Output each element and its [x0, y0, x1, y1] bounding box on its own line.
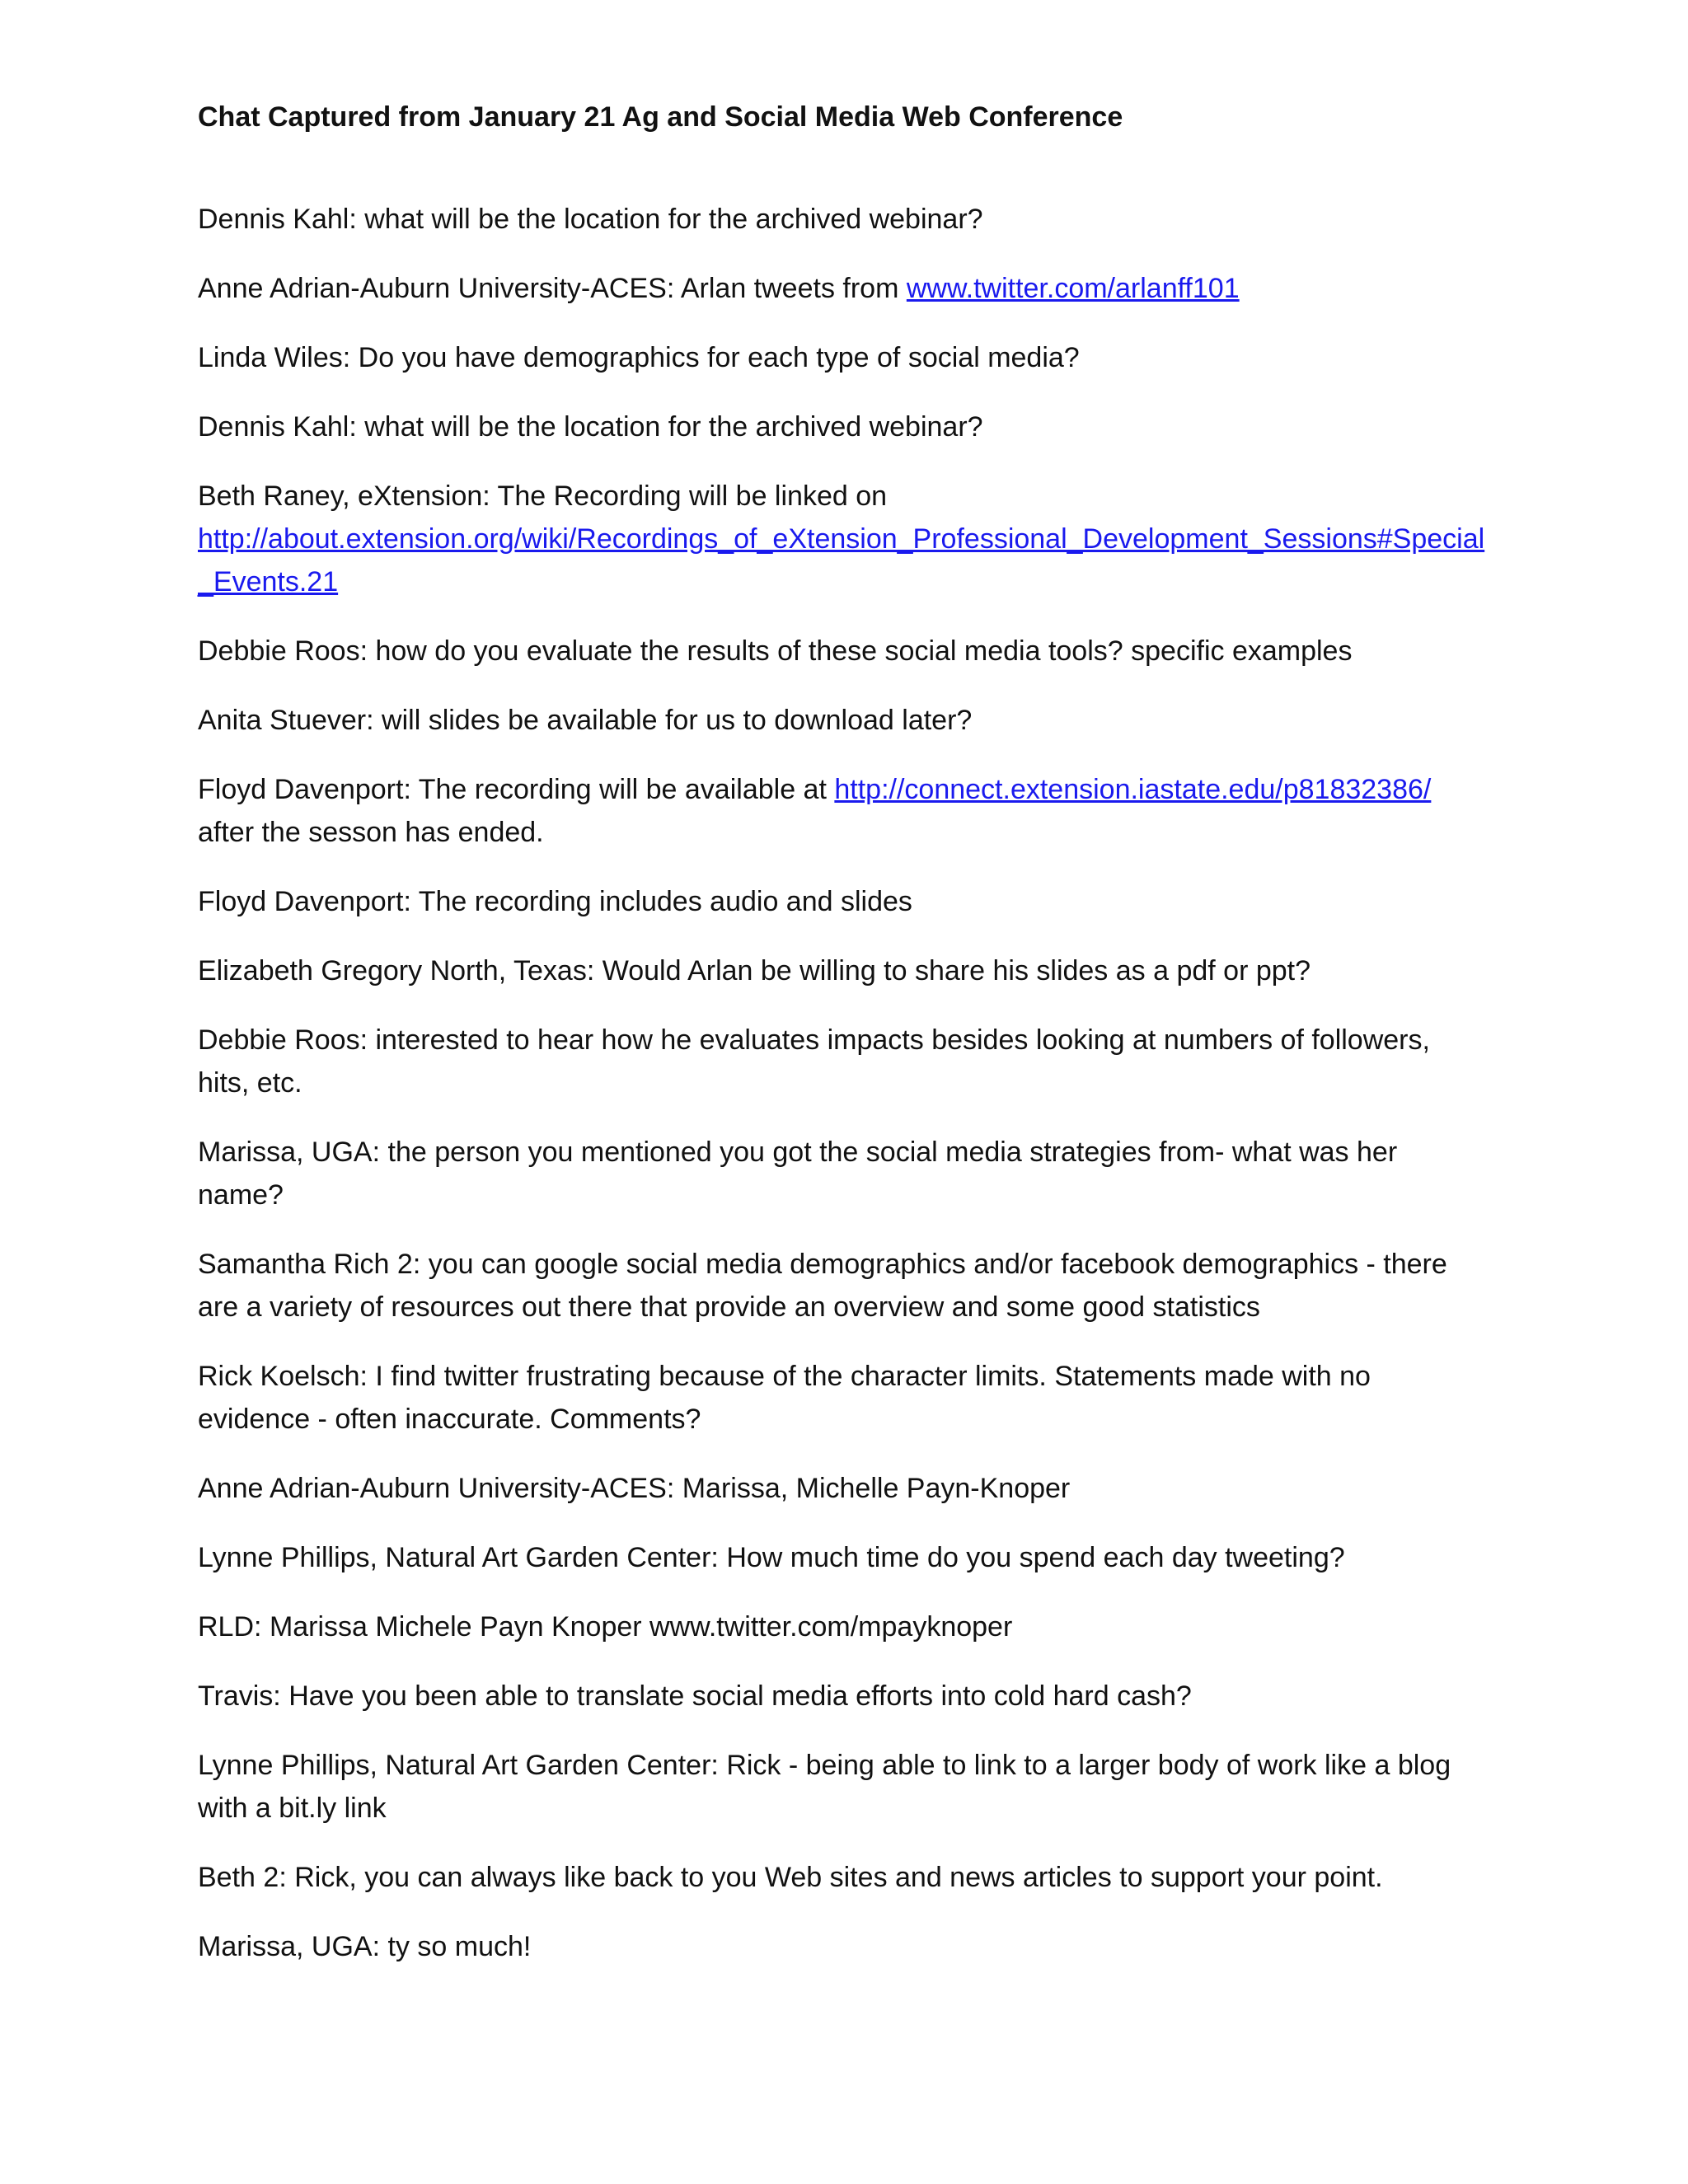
message-speaker: Beth 2 [198, 1862, 279, 1893]
message-text: ty so much! [387, 1931, 532, 1962]
message-text: Rick - being able to link to a larger body of work like a blog with a bit.ly link [198, 1750, 1451, 1824]
speaker-separator: : [403, 774, 419, 805]
message-text: The recording includes audio and slides [418, 886, 912, 917]
message-speaker: Elizabeth Gregory North, Texas [198, 955, 587, 987]
speaker-separator: : [349, 411, 365, 443]
speaker-separator: : [279, 1862, 295, 1893]
message-speaker: Lynne Phillips, Natural Art Garden Center [198, 1750, 711, 1781]
message-text: what will be the location for the archived webinar? [364, 204, 983, 235]
message-text: The recording will be available at [418, 774, 835, 805]
speaker-separator: : [710, 1750, 727, 1781]
message-speaker: Anita Stuever [198, 705, 367, 736]
message-speaker: RLD [198, 1611, 255, 1643]
chat-message [198, 1355, 1488, 1441]
chat-message-list [198, 198, 1488, 1994]
message-speaker: Dennis Kahl [198, 411, 349, 443]
message-speaker: Samantha Rich 2 [198, 1249, 413, 1280]
message-text: interested to hear how he evaluates impacts besides looking at numbers of followers, hits, etc. [198, 1024, 1430, 1099]
chat-message [198, 768, 1488, 854]
message-text: how do you evaluate the results of these social media tools? specific examples [375, 635, 1353, 667]
speaker-separator: : [372, 1931, 388, 1962]
message-text-after: after the sesson has ended. [198, 817, 544, 848]
message-text: what will be the location for the archived webinar? [364, 411, 983, 443]
message-speaker: Beth Raney, eXtension [198, 480, 483, 512]
message-speaker: Linda Wiles [198, 342, 343, 373]
message-speaker: Anne Adrian-Auburn University-ACES [198, 273, 667, 304]
message-link[interactable]: http://connect.extension.iastate.edu/p81832386/ [834, 774, 1432, 805]
speaker-separator: : [359, 1361, 376, 1392]
chat-message [198, 699, 1488, 742]
message-text: the person you mentioned you got the social media strategies from- what was her name? [198, 1137, 1398, 1211]
message-speaker: Travis [198, 1680, 274, 1712]
speaker-separator: : [482, 480, 498, 512]
message-speaker: Anne Adrian-Auburn University-ACES [198, 1473, 667, 1504]
message-text: Would Arlan be willing to share his slides as a pdf or ppt? [602, 955, 1311, 987]
chat-message [198, 1605, 1488, 1648]
speaker-separator: : [710, 1542, 727, 1573]
message-text: Have you been able to translate social media efforts into cold hard cash? [288, 1680, 1192, 1712]
chat-message [198, 1131, 1488, 1216]
speaker-separator: : [366, 705, 382, 736]
message-text: Do you have demographics for each type of social media? [358, 342, 1080, 373]
chat-message [198, 630, 1488, 673]
message-speaker: Marissa, UGA [198, 1137, 373, 1168]
speaker-separator: : [254, 1611, 270, 1643]
message-speaker: Marissa, UGA [198, 1931, 373, 1962]
chat-message [198, 1467, 1488, 1510]
message-link[interactable]: www.twitter.com/arlanff101 [906, 273, 1240, 304]
speaker-separator: : [586, 955, 603, 987]
speaker-separator: : [359, 1024, 376, 1056]
speaker-separator: : [349, 204, 365, 235]
message-speaker: Floyd Davenport [198, 774, 404, 805]
message-text: you can google social media demographics and/or facebook demographics - there are a variety of resources out there that provide an overview and some good statistics [198, 1249, 1447, 1323]
speaker-separator: : [273, 1680, 289, 1712]
chat-message [198, 1675, 1488, 1718]
message-speaker: Floyd Davenport [198, 886, 404, 917]
chat-message [198, 880, 1488, 923]
message-link[interactable]: http://about.extension.org/wiki/Recordings_of_eXtension_Professional_Development_Sessions#Special_Events.21 [198, 523, 1485, 598]
chat-message [198, 198, 1488, 241]
chat-message [198, 1243, 1488, 1329]
message-text: Arlan tweets from [680, 273, 907, 304]
speaker-separator: : [342, 342, 359, 373]
chat-message [198, 336, 1488, 379]
speaker-separator: : [372, 1137, 388, 1168]
message-speaker: Debbie Roos [198, 635, 360, 667]
chat-message [198, 1019, 1488, 1104]
message-speaker: Lynne Phillips, Natural Art Garden Center [198, 1542, 711, 1573]
message-speaker: Rick Koelsch [198, 1361, 360, 1392]
chat-message [198, 1536, 1488, 1579]
page-title: Chat Captured from January 21 Ag and Social Media Web Conference [198, 101, 1123, 133]
speaker-separator: : [403, 886, 419, 917]
message-speaker: Debbie Roos [198, 1024, 360, 1056]
chat-message [198, 949, 1488, 992]
chat-message [198, 1744, 1488, 1830]
message-text: Rick, you can always like back to you Web sites and news articles to support your point. [294, 1862, 1383, 1893]
chat-message [198, 405, 1488, 448]
message-speaker: Dennis Kahl [198, 204, 349, 235]
chat-message [198, 1856, 1488, 1899]
message-text: I find twitter frustrating because of the character limits. Statements made with no evidence - often inaccurate. Comments? [198, 1361, 1371, 1435]
message-text: The Recording will be linked on [497, 480, 888, 512]
speaker-separator: : [666, 1473, 682, 1504]
chat-message [198, 1925, 1488, 1968]
chat-message [198, 475, 1488, 603]
speaker-separator: : [666, 273, 681, 304]
speaker-separator: : [412, 1249, 429, 1280]
speaker-separator: : [359, 635, 376, 667]
message-text: Marissa Michele Payn Knoper www.twitter.com/mpayknoper [269, 1611, 1013, 1643]
message-text: How much time do you spend each day tweeting? [726, 1542, 1345, 1573]
message-text: will slides be available for us to download later? [382, 705, 973, 736]
chat-message [198, 267, 1488, 310]
message-text: Marissa, Michelle Payn-Knoper [682, 1473, 1071, 1504]
